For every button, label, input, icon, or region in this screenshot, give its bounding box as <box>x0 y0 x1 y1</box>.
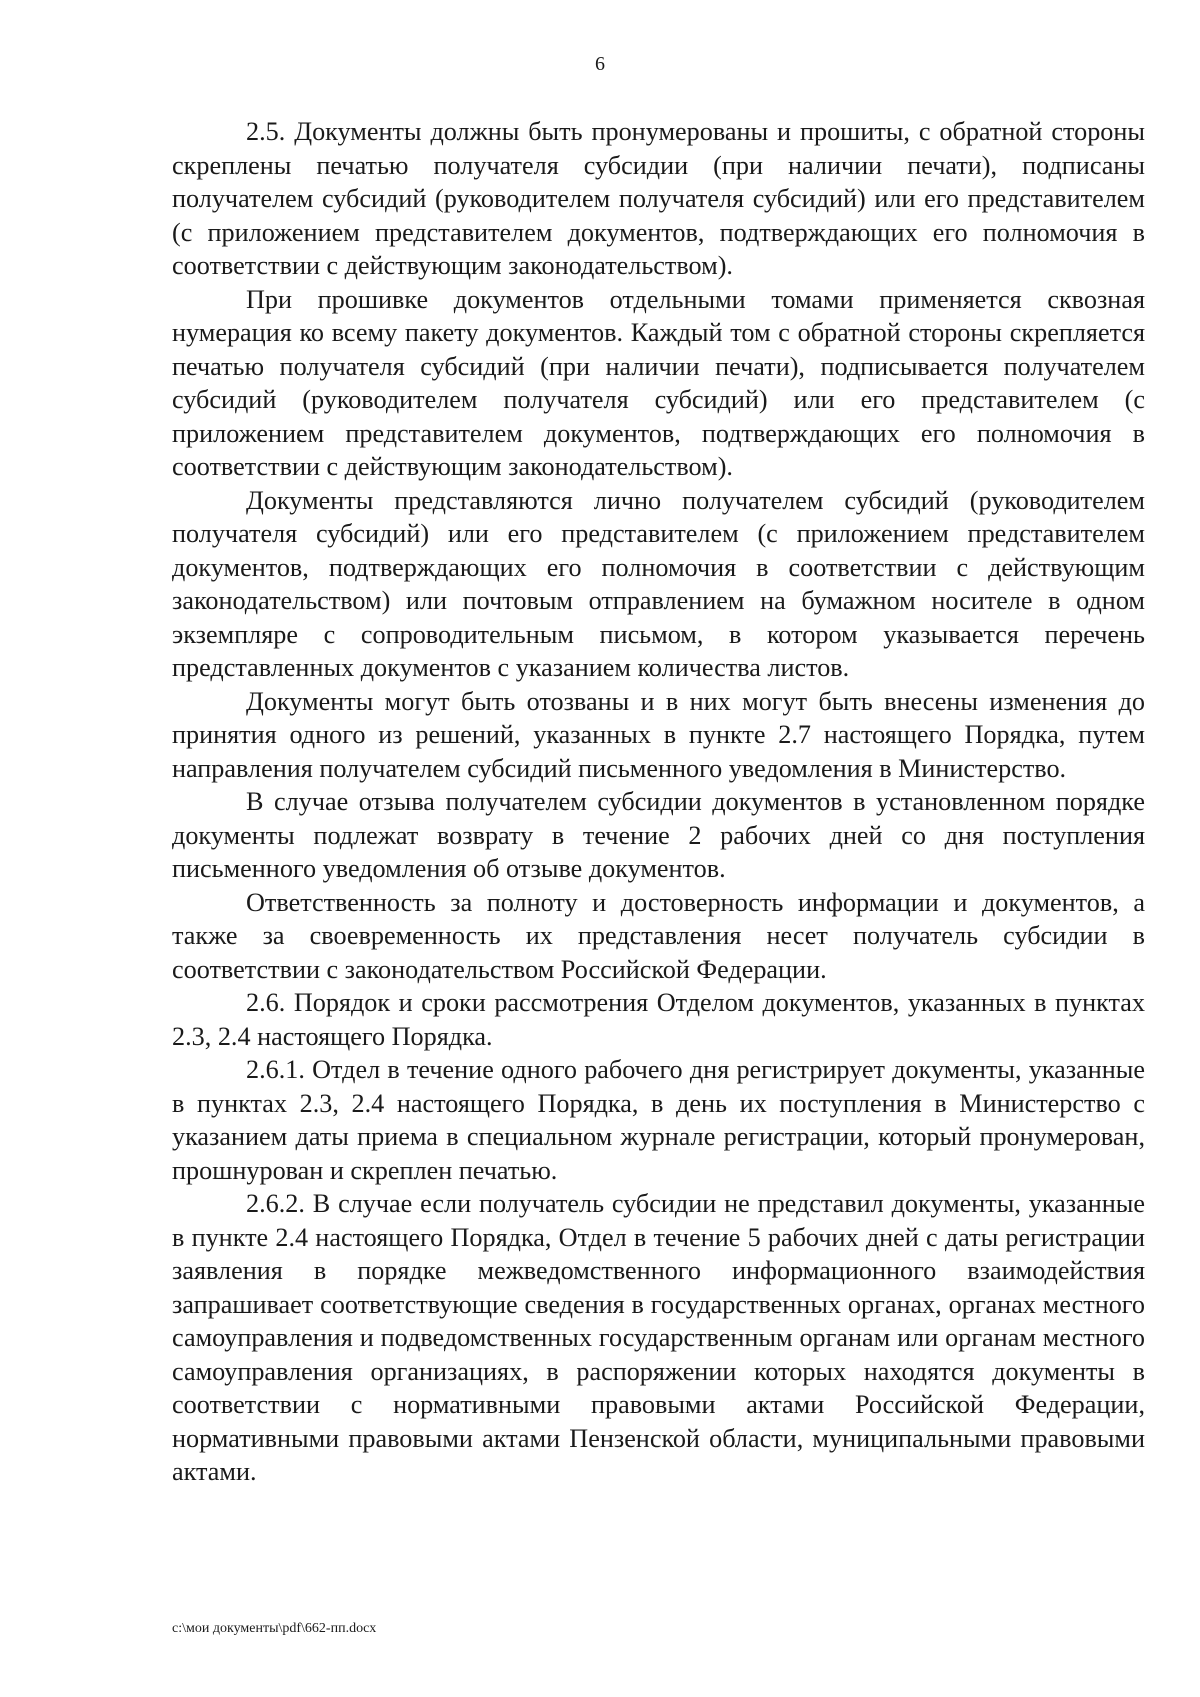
paragraph-responsibility: Ответственность за полноту и достоверность информации и документов, а также за своевременность их представления несет получатель субсидии в соответствии с законодательством Российской Федерации. <box>172 887 1145 984</box>
paragraph-2-6-2: 2.6.2. В случае если получатель субсидии не представил документы, указанные в пункте 2.4 настоящего Порядка, Отдел в течение 5 рабочих дней с даты регистрации заявления в порядке межведомственного информационного взаимодействия запрашивает соответствующие сведения в государственных органах, органах местного самоуправления и подведомственных государственным органам или органам местного самоуправления организациях, в распоряжении которых находятся документы в соответствии с нормативными правовыми актами Российской Федерации, нормативными правовыми актами Пензенской области, муниципальными правовыми актами. <box>172 1189 1145 1486</box>
page-number: 6 <box>595 53 605 75</box>
paragraph-2-6: 2.6. Порядок и сроки рассмотрения Отделом документов, указанных в пунктах 2.3, 2.4 настоящего Порядка. <box>172 988 1145 1051</box>
paragraph-withdrawal: Документы могут быть отозваны и в них могут быть внесены изменения до принятия одного из решений, указанных в пункте 2.7 настоящего Порядка, путем направления получателем субсидий письменного уведомления в Министерство. <box>172 686 1145 783</box>
paragraph-2-6-1: 2.6.1. Отдел в течение одного рабочего дня регистрирует документы, указанные в пунктах 2.3, 2.4 настоящего Порядка, в день их поступления в Министерство с указанием даты приема в специальном журнале регистрации, который пронумерован, прошнурован и скреплен печатью. <box>172 1055 1145 1185</box>
footer-file-path: c:\мои документы\pdf\662-пп.docx <box>172 1621 377 1636</box>
paragraph-2-5: 2.5. Документы должны быть пронумерованы и прошиты, с обратной стороны скреплены печатью получателя субсидии (при наличии печати), подписаны получателем субсидий (руководителем получателя субсидий) или его представителем (с приложением представителем документов, подтверждающих его полномочия в соответствии с действующим законодательством). <box>172 117 1145 280</box>
paragraph-submission: Документы представляются лично получателем субсидий (руководителем получателя субсидий) или его представителем (с приложением представителем документов, подтверждающих его полномочия в соответствии с действующим законодательством) или почтовым отправлением на бумажном носителе в одном экземпляре с сопроводительным письмом, в котором указывается перечень представленных документов с указанием количества листов. <box>172 485 1145 682</box>
document-body <box>172 115 1145 1489</box>
paragraph-binding: При прошивке документов отдельными томами применяется сквозная нумерация ко всему пакету документов. Каждый том с обратной стороны скрепляется печатью получателя субсидий (при наличии печати), подписывается получателем субсидий (руководителем получателя субсидий) или его представителем (с приложением представителем документов, подтверждающих его полномочия в соответствии с действующим законодательством). <box>172 284 1145 481</box>
paragraph-return: В случае отзыва получателем субсидии документов в установленном порядке документы подлежат возврату в течение 2 рабочих дней со дня поступления письменного уведомления об отзыве документов. <box>172 787 1145 883</box>
